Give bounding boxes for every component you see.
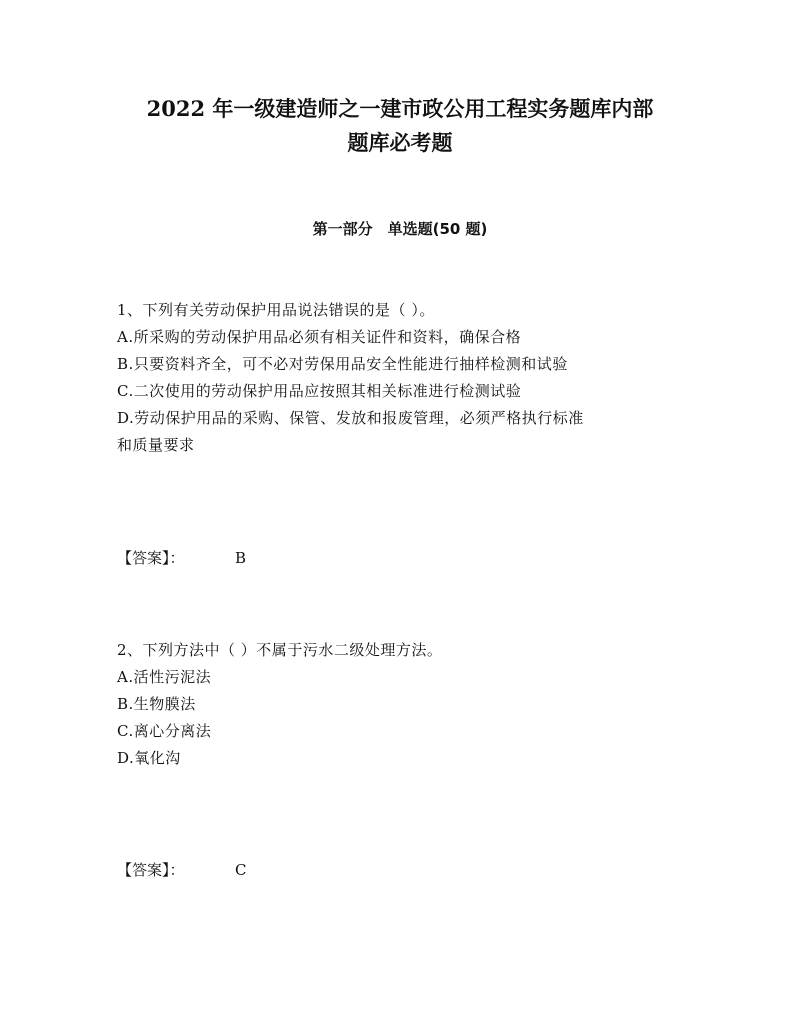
question-1-option-d: D.劳动保护用品的采购、保管、发放和报废管理，必须严格执行标准	[117, 409, 584, 427]
question-1-option-c: C.二次使用的劳动保护用品应按照其相关标准进行检测试验	[117, 382, 522, 400]
section-heading: 第一部分 单选题(50 题)	[312, 220, 488, 238]
question-1-option-a: A.所采购的劳动保护用品必须有相关证件和资料，确保合格	[117, 328, 522, 346]
answer-label: 【答案】：	[117, 861, 185, 879]
question-1-option-b: B.只要资料齐全，可不必对劳保用品安全性能进行抽样检测和试验	[117, 355, 568, 373]
question-2-option-b: B.生物膜法	[117, 695, 196, 713]
document-title-line-1: 2022 年一级建造师之一建市政公用工程实务题库内部	[146, 96, 654, 121]
answer-value: B	[235, 549, 247, 567]
question-1	[117, 297, 677, 459]
question-1-stem: 1、下列有关劳动保护用品说法错误的是（ ）。	[117, 301, 435, 319]
document-title	[0, 92, 800, 160]
question-2-option-a: A.活性污泥法	[117, 668, 212, 686]
document-title-line-2: 题库必考题	[347, 130, 453, 155]
question-2-option-c: C.离心分离法	[117, 722, 212, 740]
answer-label: 【答案】：	[117, 549, 185, 567]
question-2	[117, 637, 677, 772]
question-1-option-d-continued: 和质量要求	[117, 436, 195, 454]
question-2-stem: 2、下列方法中（ ）不属于污水二级处理方法。	[117, 641, 443, 659]
question-2-option-d: D.氧化沟	[117, 749, 181, 767]
question-2-answer	[117, 859, 246, 881]
answer-value: C	[235, 861, 247, 879]
question-1-answer	[117, 547, 246, 569]
